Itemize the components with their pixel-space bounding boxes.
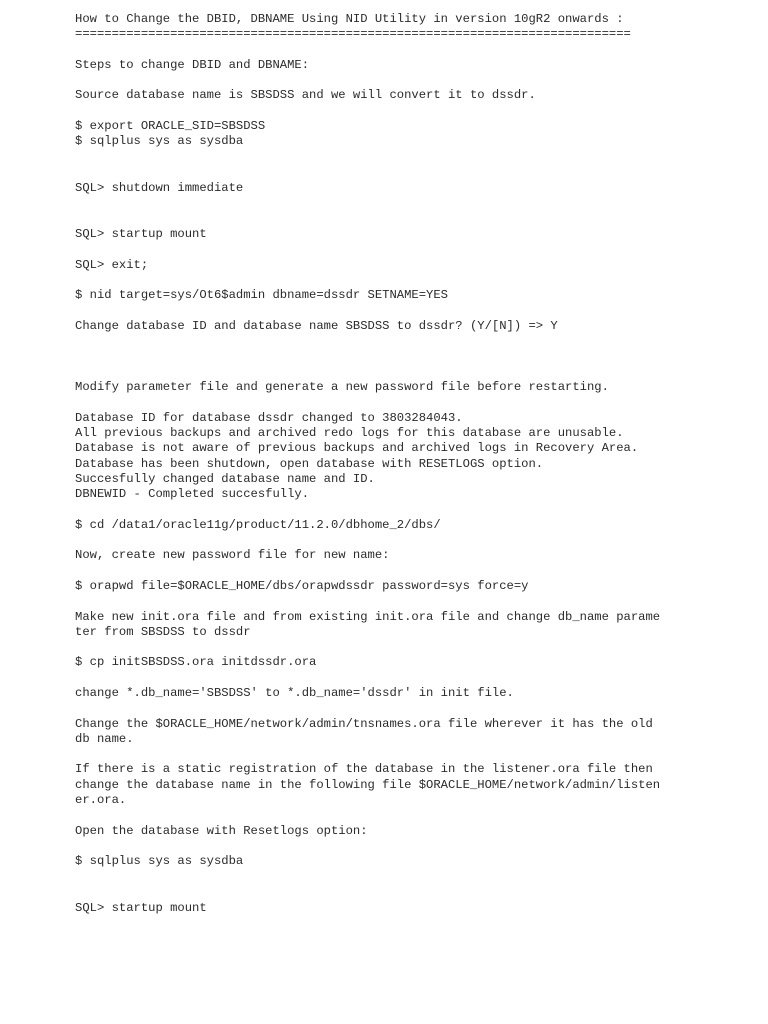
result-line: DBNEWID - Completed succesfully. xyxy=(75,487,310,502)
command-sqlplus: $ sqlplus sys as sysdba xyxy=(75,134,244,149)
sql-exit: SQL> exit; xyxy=(75,257,149,272)
tns-note-line: db name. xyxy=(75,731,134,746)
command-export: $ export ORACLE_SID=SBSDSS xyxy=(75,119,266,134)
init-note-line: ter from SBSDSS to dssdr xyxy=(75,624,251,639)
source-note: Source database name is SBSDSS and we will convert it to dssdr. xyxy=(75,88,536,103)
result-line: Database is not aware of previous backups and archived logs in Recovery Area. xyxy=(75,441,639,456)
title-underline: ============================================================================ xyxy=(75,27,631,42)
tns-note-line: Change the $ORACLE_HOME/network/admin/tnsnames.ora file wherever it has the old xyxy=(75,716,653,731)
open-note: Open the database with Resetlogs option: xyxy=(75,823,368,838)
sql-shutdown: SQL> shutdown immediate xyxy=(75,180,244,195)
modify-note: Modify parameter file and generate a new password file before restarting. xyxy=(75,380,609,395)
sql-startup-mount-2: SQL> startup mount xyxy=(75,900,207,915)
intro-text: Steps to change DBID and DBNAME: xyxy=(75,57,310,72)
listener-note-line: er.ora. xyxy=(75,793,127,808)
listener-note-line: If there is a static registration of the database in the listener.ora file then xyxy=(75,762,653,777)
document-page xyxy=(75,12,725,916)
sql-startup-mount: SQL> startup mount xyxy=(75,226,207,241)
result-line: Database has been shutdown, open database with RESETLOGS option. xyxy=(75,456,544,471)
password-note: Now, create new password file for new name: xyxy=(75,548,390,563)
document-title: How to Change the DBID, DBNAME Using NID Utility in version 10gR2 onwards : xyxy=(75,12,624,26)
change-note: change *.db_name='SBSDSS' to *.db_name='dssdr' in init file. xyxy=(75,685,514,700)
command-sqlplus-2: $ sqlplus sys as sysdba xyxy=(75,854,244,869)
command-cd: $ cd /data1/oracle11g/product/11.2.0/dbhome_2/dbs/ xyxy=(75,517,441,532)
result-line: All previous backups and archived redo logs for this database are unusable. xyxy=(75,425,624,440)
command-orapwd: $ orapwd file=$ORACLE_HOME/dbs/orapwdssdr password=sys force=y xyxy=(75,578,529,593)
nid-prompt: Change database ID and database name SBSDSS to dssdr? (Y/[N]) => Y xyxy=(75,318,558,333)
result-line: Succesfully changed database name and ID. xyxy=(75,471,375,486)
init-note-line: Make new init.ora file and from existing init.ora file and change db_name parame xyxy=(75,609,661,624)
result-line: Database ID for database dssdr changed to 3803284043. xyxy=(75,410,463,425)
command-nid: $ nid target=sys/Ot6$admin dbname=dssdr SETNAME=YES xyxy=(75,288,448,303)
command-cp: $ cp initSBSDSS.ora initdssdr.ora xyxy=(75,655,317,670)
listener-note-line: change the database name in the following file $ORACLE_HOME/network/admin/listen xyxy=(75,777,661,792)
